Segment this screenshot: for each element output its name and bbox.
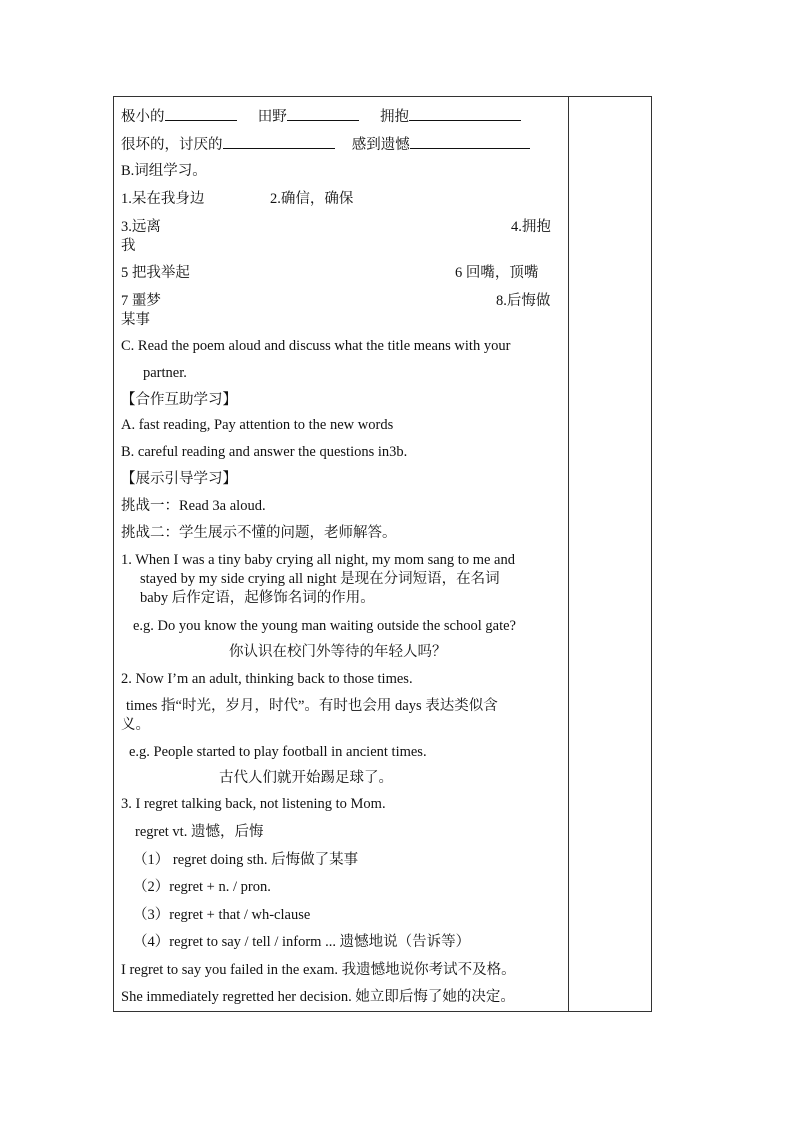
point-2-line-3: 义。 [121, 717, 150, 733]
answer-blank[interactable] [410, 134, 530, 149]
point-3-example-2: She immediately regretted her decision. 她立即后悔了她的决定。 [121, 989, 515, 1005]
vocab-label: 极小的 [121, 109, 165, 125]
point-1-line-2: stayed by my side crying all night 是现在分词短语，在名词 [140, 571, 500, 587]
answer-blank[interactable] [223, 134, 335, 149]
vocab-label: 感到遗憾 [351, 137, 410, 153]
point-1-line-1: 1. When I was a tiny baby crying all night, my mom sang to me and [121, 552, 515, 568]
point-2-example: e.g. People started to play football in ancient times. [129, 744, 427, 760]
point-2-example-cn: 古代人们就开始踢足球了。 [219, 770, 393, 786]
phrase-1: 1.呆在我身边 [121, 191, 205, 207]
phrase-6: 6 回嘴，顶嘴 [455, 265, 539, 281]
point-3-usage-1: （1） regret doing sth. 后悔做了某事 [133, 852, 359, 868]
vocab-label: 很坏的，讨厌的 [121, 137, 223, 153]
vocab-row-1 [121, 106, 521, 126]
phrase-8-cont: 某事 [121, 312, 150, 328]
point-3-usage-2: （2）regret + n. / pron. [133, 879, 271, 895]
vocab-label: 拥抱 [380, 109, 409, 125]
column-divider [568, 96, 569, 1012]
cooperative-a: A. fast reading, Pay attention to the new words [121, 417, 394, 433]
answer-blank[interactable] [165, 106, 237, 121]
display-heading: 【展示引导学习】 [121, 471, 237, 487]
phrase-8: 8.后悔做 [496, 293, 551, 309]
cooperative-heading: 【合作互助学习】 [121, 392, 237, 408]
phrase-7: 7 噩梦 [121, 293, 161, 309]
point-1-line-3: baby 后作定语，起修饰名词的作用。 [140, 590, 375, 606]
phrase-4: 4.拥抱 [511, 219, 551, 235]
phrase-5: 5 把我举起 [121, 265, 190, 281]
section-c-line-1: C. Read the poem aloud and discuss what the title means with your [121, 338, 511, 354]
vocab-label: 田野 [257, 109, 287, 125]
section-b-title: B.词组学习。 [121, 163, 207, 179]
point-3-usage-3: （3）regret + that / wh-clause [133, 907, 311, 923]
point-1-example: e.g. Do you know the young man waiting outside the school gate? [133, 618, 516, 634]
vocab-row-2 [121, 134, 530, 154]
section-c-line-2: partner. [143, 365, 187, 381]
challenge-1: 挑战一：Read 3a aloud. [121, 498, 266, 514]
phrase-4-cont: 我 [121, 238, 136, 254]
point-3-example-1: I regret to say you failed in the exam. 我遗憾地说你考试不及格。 [121, 962, 516, 978]
point-2-line-1: 2. Now I’m an adult, thinking back to those times. [121, 671, 413, 687]
point-3-definition: regret vt. 遗憾，后悔 [135, 824, 264, 840]
point-3-usage-4: （4）regret to say / tell / inform ... 遗憾地说（告诉等） [133, 934, 471, 950]
answer-blank[interactable] [409, 106, 521, 121]
phrase-3: 3.远离 [121, 219, 161, 235]
point-1-example-cn: 你认识在校门外等待的年轻人吗？ [229, 644, 447, 660]
challenge-2: 挑战二：学生展示不懂的问题，老师解答。 [121, 525, 397, 541]
point-3-line-1: 3. I regret talking back, not listening to Mom. [121, 796, 386, 812]
phrase-2: 2.确信，确保 [270, 191, 354, 207]
answer-blank[interactable] [287, 106, 359, 121]
cooperative-b: B. careful reading and answer the questions in3b. [121, 444, 408, 460]
point-2-line-2: times 指“时光，岁月，时代”。有时也会用 days 表达类似含 [126, 698, 498, 714]
